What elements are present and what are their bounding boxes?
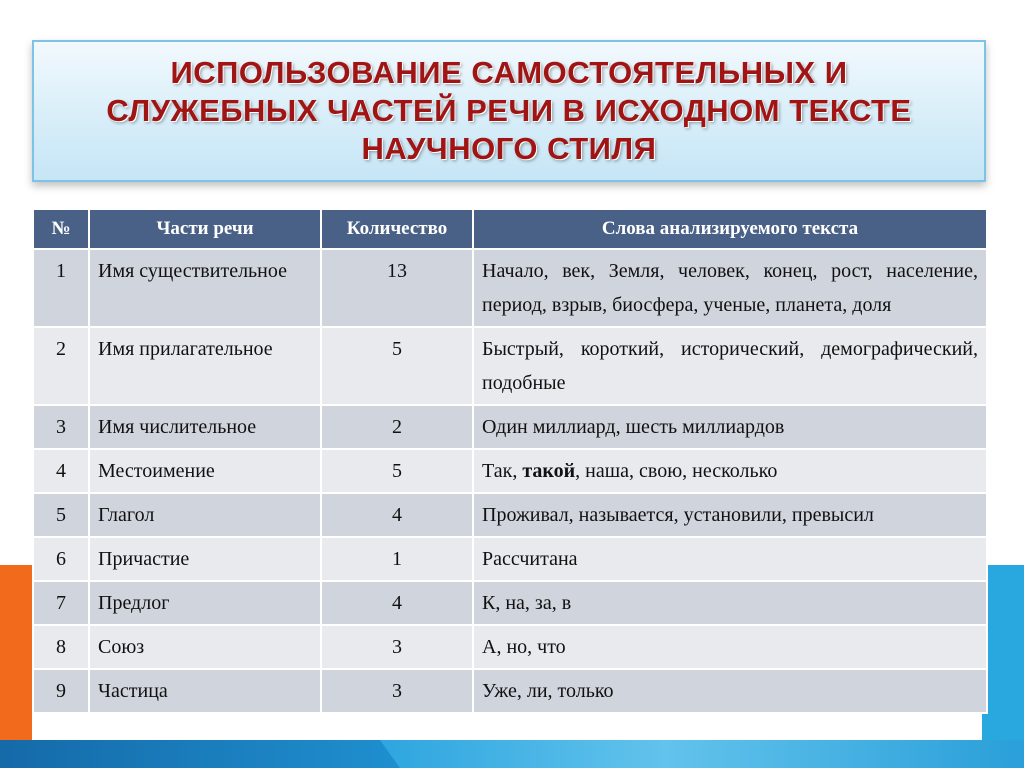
row-num: 1 bbox=[33, 249, 89, 327]
row-words bbox=[473, 449, 987, 493]
row-count: 5 bbox=[321, 449, 473, 493]
table-row bbox=[33, 249, 987, 327]
header-count: Количество bbox=[321, 209, 473, 249]
words-pre: Так, bbox=[482, 460, 523, 482]
table-row bbox=[33, 625, 987, 669]
row-count: 4 bbox=[321, 493, 473, 537]
words-bold: такой bbox=[522, 460, 576, 482]
title-box bbox=[32, 40, 986, 182]
row-num: 9 bbox=[33, 669, 89, 713]
row-part: Имя существительное bbox=[89, 249, 321, 327]
row-count: 1 bbox=[321, 537, 473, 581]
table-header-row bbox=[33, 209, 987, 249]
row-words: Проживал, называется, установили, превысил bbox=[473, 493, 987, 537]
row-part: Имя прилагательное bbox=[89, 327, 321, 405]
row-num: 3 bbox=[33, 405, 89, 449]
words-post: , наша, свою, несколько bbox=[575, 460, 778, 482]
row-count: 13 bbox=[321, 249, 473, 327]
row-part: Глагол bbox=[89, 493, 321, 537]
table-row bbox=[33, 327, 987, 405]
row-part: Причастие bbox=[89, 537, 321, 581]
slide-title: ИСПОЛЬЗОВАНИЕ САМОСТОЯТЕЛЬНЫХ И СЛУЖЕБНЫХ ЧАСТЕЙ РЕЧИ В ИСХОДНОМ ТЕКСТЕ НАУЧНОГО СТИЛЯ bbox=[106, 55, 912, 166]
row-count: 2 bbox=[321, 405, 473, 449]
row-count: 3 bbox=[321, 669, 473, 713]
row-count: 4 bbox=[321, 581, 473, 625]
row-num: 8 bbox=[33, 625, 89, 669]
row-words: Один миллиард, шесть миллиардов bbox=[473, 405, 987, 449]
parts-of-speech-table bbox=[32, 208, 988, 714]
table-row bbox=[33, 493, 987, 537]
row-num: 4 bbox=[33, 449, 89, 493]
row-words: Уже, ли, только bbox=[473, 669, 987, 713]
row-num: 6 bbox=[33, 537, 89, 581]
row-part: Союз bbox=[89, 625, 321, 669]
row-words: А, но, что bbox=[473, 625, 987, 669]
row-words: Начало, век, Земля, человек, конец, рост, население, период, взрыв, биосфера, ученые, планета, доля bbox=[473, 249, 987, 327]
row-words: К, на, за, в bbox=[473, 581, 987, 625]
row-part: Частица bbox=[89, 669, 321, 713]
row-words: Быстрый, короткий, исторический, демографический, подобные bbox=[473, 327, 987, 405]
bottom-band-dark bbox=[0, 740, 400, 768]
blue-side-band bbox=[982, 565, 1024, 768]
table-row bbox=[33, 449, 987, 493]
table-row bbox=[33, 405, 987, 449]
row-part: Местоимение bbox=[89, 449, 321, 493]
header-words: Слова анализируемого текста bbox=[473, 209, 987, 249]
row-words: Рассчитана bbox=[473, 537, 987, 581]
header-num: № bbox=[33, 209, 89, 249]
row-part: Предлог bbox=[89, 581, 321, 625]
header-part: Части речи bbox=[89, 209, 321, 249]
row-num: 7 bbox=[33, 581, 89, 625]
table-row bbox=[33, 537, 987, 581]
row-num: 2 bbox=[33, 327, 89, 405]
row-part: Имя числительное bbox=[89, 405, 321, 449]
row-num: 5 bbox=[33, 493, 89, 537]
table-row bbox=[33, 581, 987, 625]
table-row bbox=[33, 669, 987, 713]
row-count: 3 bbox=[321, 625, 473, 669]
row-count: 5 bbox=[321, 327, 473, 405]
orange-side-band bbox=[0, 565, 32, 768]
